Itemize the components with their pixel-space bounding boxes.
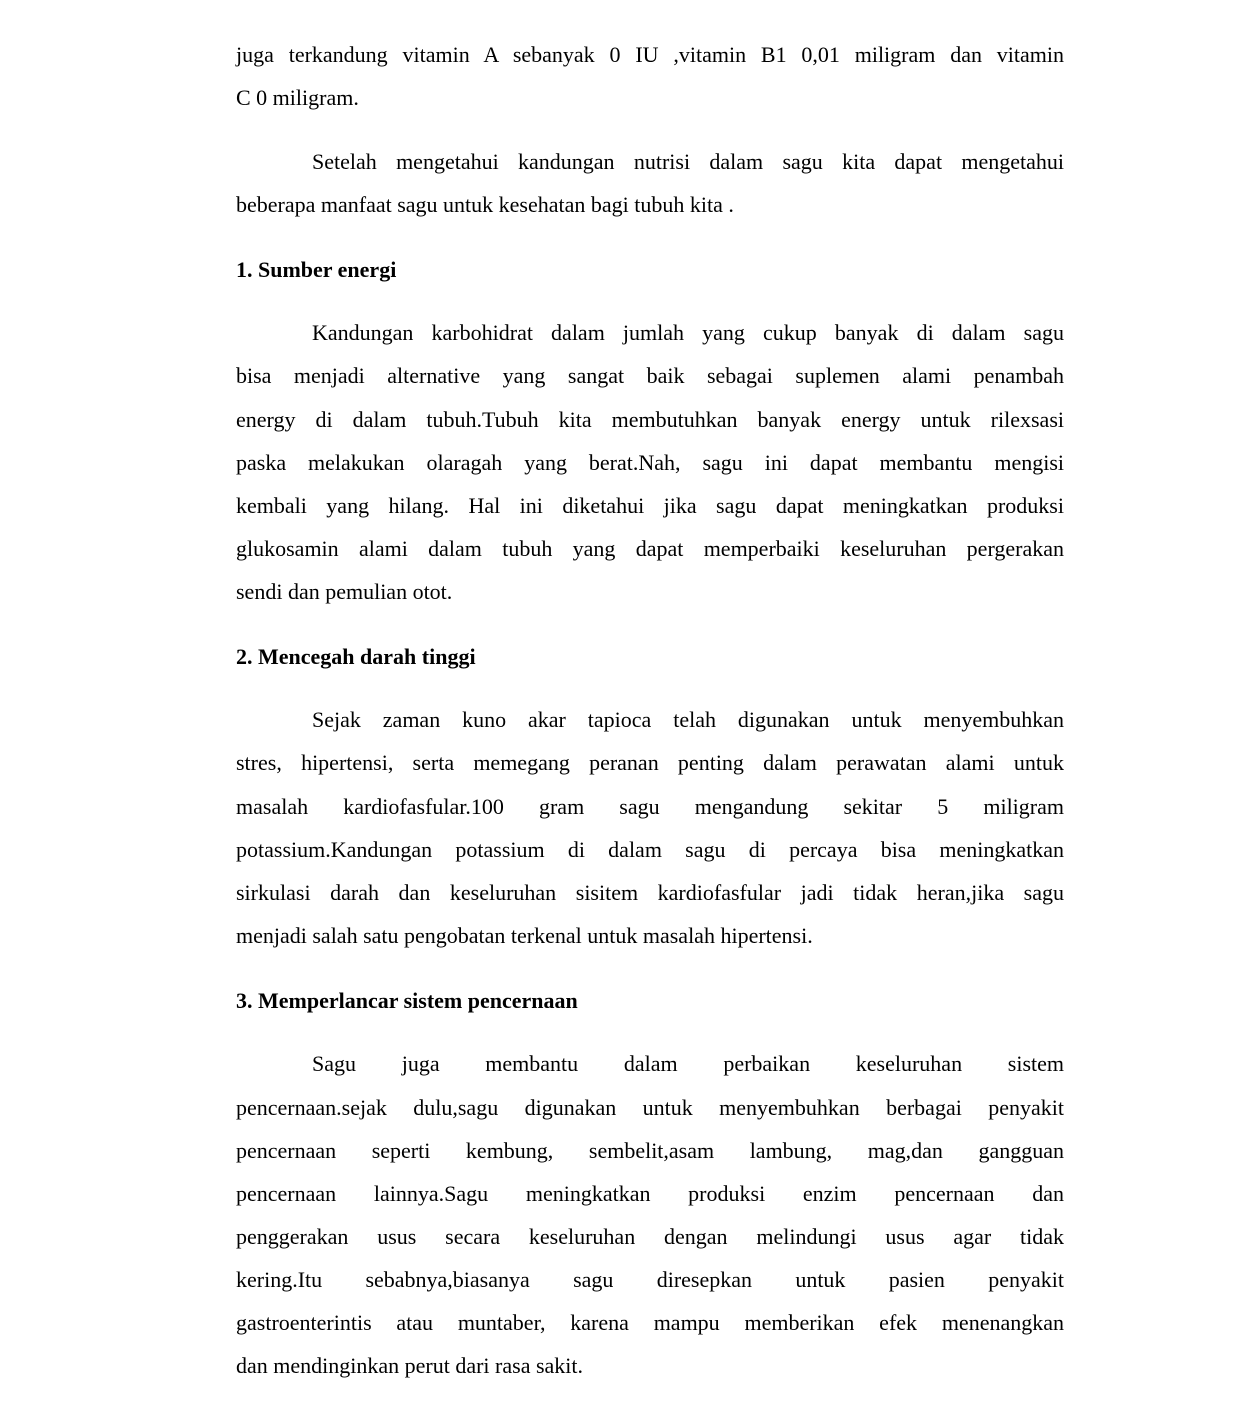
section-heading-memperlancar-sistem-pencernaan: 3. Memperlancar sistem pencernaan [236,988,578,1013]
section-1-paragraph-line: paska melakukan olaragah yang berat.Nah, sagu ini dapat membantu mengisi [236,450,1064,475]
transition-paragraph-line: Setelah mengetahui kandungan nutrisi dalam sagu kita dapat mengetahui [312,149,1064,174]
section-2-paragraph-line: potassium.Kandungan potassium di dalam sagu di percaya bisa meningkatkan [236,837,1064,862]
section-2-paragraph-line: sirkulasi darah dan keseluruhan sisitem kardiofasfular jadi tidak heran,jika sagu [236,880,1064,905]
section-1-paragraph-line: Kandungan karbohidrat dalam jumlah yang cukup banyak di dalam sagu [312,320,1064,345]
section-3-paragraph-line: pencernaan seperti kembung, sembelit,asam lambung, mag,dan gangguan [236,1138,1064,1163]
section-3-paragraph-line: pencernaan lainnya.Sagu meningkatkan produksi enzim pencernaan dan [236,1181,1064,1206]
transition-paragraph-line: beberapa manfaat sagu untuk kesehatan bagi tubuh kita . [236,192,734,217]
section-3-paragraph-line: Sagu juga membantu dalam perbaikan keseluruhan sistem [312,1051,1064,1076]
intro-paragraph-line: C 0 miligram. [236,85,359,110]
section-1-paragraph-line: sendi dan pemulian otot. [236,579,453,604]
section-1-paragraph-line: energy di dalam tubuh.Tubuh kita membutuhkan banyak energy untuk rilexsasi [236,407,1064,432]
section-3-paragraph-line: penggerakan usus secara keseluruhan dengan melindungi usus agar tidak [236,1224,1064,1249]
section-2-paragraph-line: menjadi salah satu pengobatan terkenal untuk masalah hipertensi. [236,923,813,948]
section-1-paragraph-line: glukosamin alami dalam tubuh yang dapat memperbaiki keseluruhan pergerakan [236,536,1064,561]
section-3-paragraph-line: pencernaan.sejak dulu,sagu digunakan untuk menyembuhkan berbagai penyakit [236,1095,1064,1120]
section-1-paragraph-line: kembali yang hilang. Hal ini diketahui jika sagu dapat meningkatkan produksi [236,493,1064,518]
section-3-paragraph-line: kering.Itu sebabnya,biasanya sagu diresepkan untuk pasien penyakit [236,1267,1064,1292]
section-3-paragraph-line: dan mendinginkan perut dari rasa sakit. [236,1353,584,1378]
section-1-paragraph-line: bisa menjadi alternative yang sangat baik sebagai suplemen alami penambah [236,363,1064,388]
section-2-paragraph-line: Sejak zaman kuno akar tapioca telah digunakan untuk menyembuhkan [312,707,1064,732]
intro-paragraph-line: juga terkandung vitamin A sebanyak 0 IU ,vitamin B1 0,01 miligram dan vitamin [236,42,1064,67]
section-heading-sumber-energi: 1. Sumber energi [236,257,397,282]
section-2-paragraph-line: masalah kardiofasfular.100 gram sagu mengandung sekitar 5 miligram [236,794,1064,819]
section-2-paragraph-line: stres, hipertensi, serta memegang peranan penting dalam perawatan alami untuk [236,750,1064,775]
section-3-paragraph-line: gastroenterintis atau muntaber, karena mampu memberikan efek menenangkan [236,1310,1064,1335]
section-heading-mencegah-darah-tinggi: 2. Mencegah darah tinggi [236,644,476,669]
